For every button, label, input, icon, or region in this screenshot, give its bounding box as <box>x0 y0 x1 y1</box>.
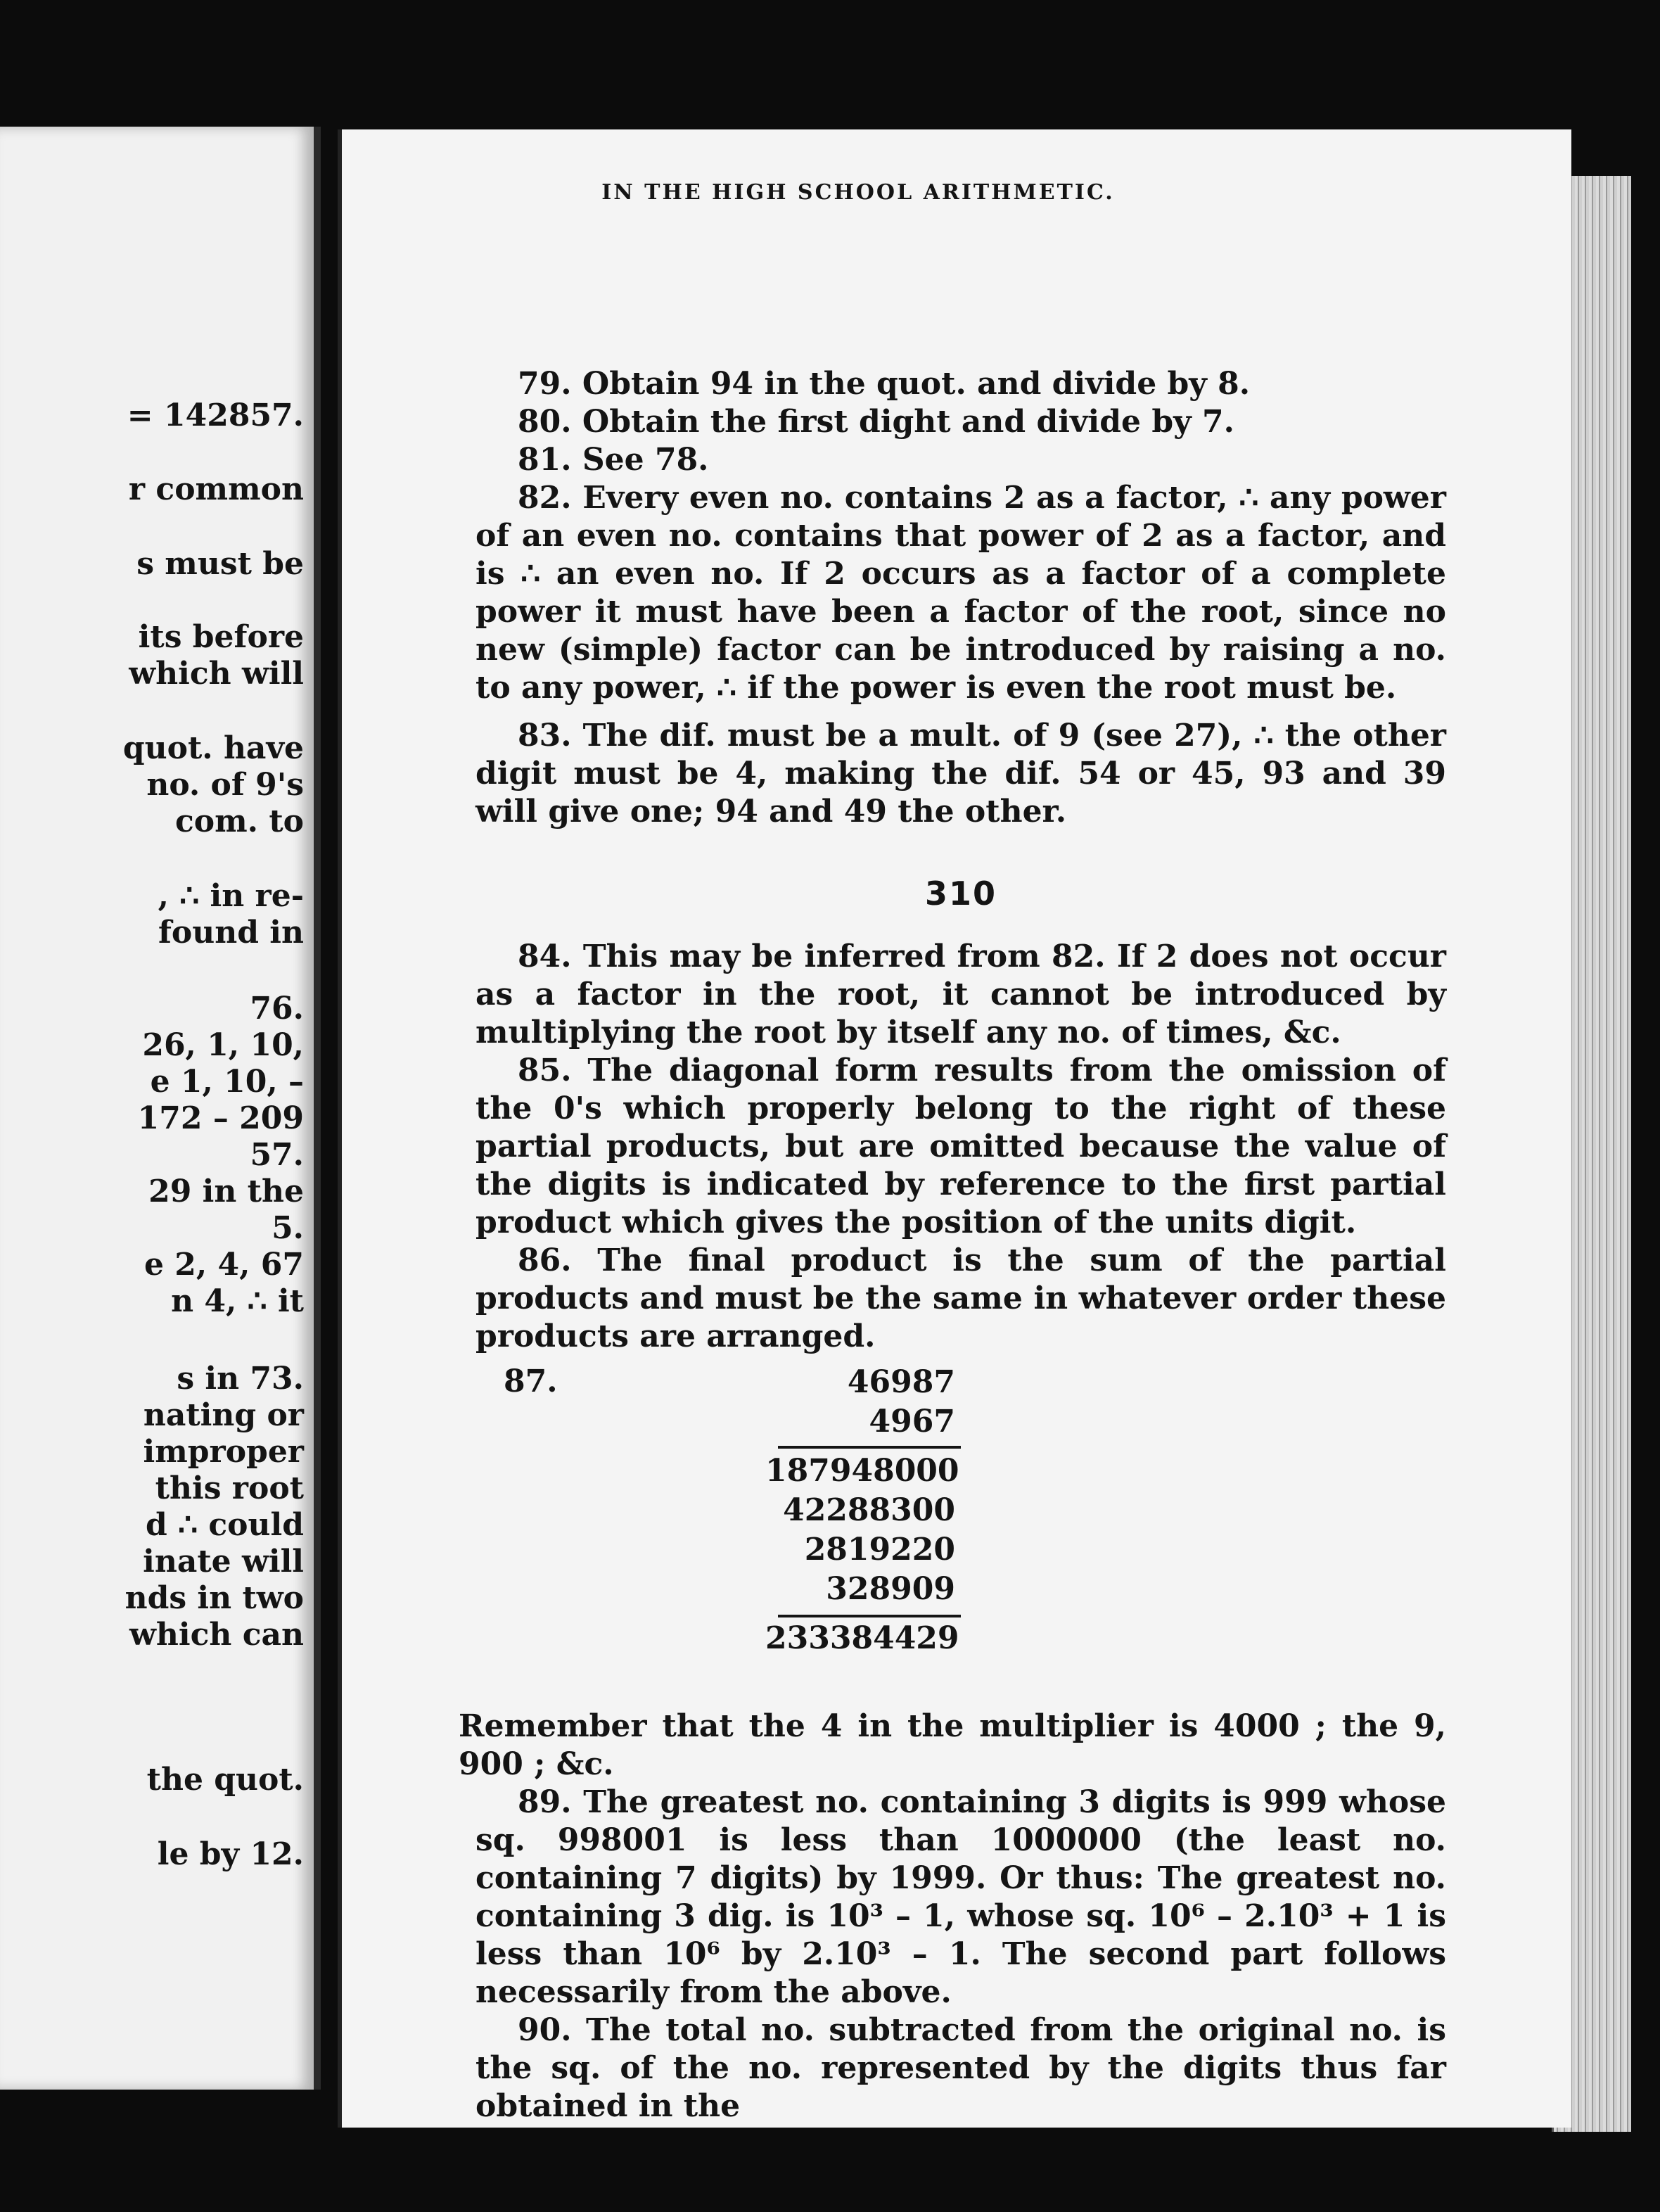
left-line: which can <box>129 1617 304 1653</box>
remember-note: Remember that the 4 in the multiplier is 4000 ; the 9, 900 ; &c. <box>459 1708 1446 1782</box>
left-line: e 1, 10, – <box>150 1064 304 1100</box>
section-number: 310 <box>924 875 997 913</box>
left-line: s must be <box>136 546 304 582</box>
rule-line <box>778 1446 961 1449</box>
left-line: 26, 1, 10, <box>142 1027 304 1063</box>
multiplication-figures <box>765 1363 959 1658</box>
left-page <box>0 127 321 2090</box>
left-line: nds in two <box>124 1580 304 1616</box>
left-line: the quot. <box>146 1762 304 1798</box>
running-head: IN THE HIGH SCHOOL ARITHMETIC. <box>601 180 1115 205</box>
item-87-label: 87. <box>504 1364 558 1399</box>
left-line: inate will <box>143 1544 304 1579</box>
left-line: 57. <box>250 1137 304 1173</box>
left-line: nating or <box>143 1397 304 1433</box>
item-82: 82. Every even no. contains 2 as a factor, ∴ any power of an even no. contains that power of 2 as a factor, and is ∴ an even no. If 2 occurs as a factor of a complete power it must have been a factor of the root, since no new (simple) factor can be introduced by raising a no. to any power, ∴ if the power is even the root must be. <box>475 480 1446 706</box>
left-line: no. of 9's <box>146 767 304 803</box>
item-81: 81. See 78. <box>518 442 709 478</box>
partial-product: 2819220 <box>804 1532 955 1568</box>
left-line: 172 – 209 <box>137 1100 304 1136</box>
left-line: its before <box>138 619 304 655</box>
left-line: 5. <box>272 1210 304 1246</box>
item-85: 85. The diagonal form results from the omission of the 0's which properly belong to the right of these partial products, but are omitted because the value of the digits is indicated by reference to the first partial product which gives the position of the units digit. <box>475 1053 1446 1240</box>
product-total: 233384429 <box>765 1620 959 1656</box>
left-line: e 2, 4, 67 <box>143 1247 304 1283</box>
left-line: which will <box>129 656 304 692</box>
left-line: s in 73. <box>177 1361 304 1397</box>
multiplier: 4967 <box>869 1404 955 1439</box>
left-line: = 142857. <box>127 398 304 433</box>
item-84: 84. This may be inferred from 82. If 2 does not occur as a factor in the root, it cannot be introduced by multiplying the root by itself any no. of times, &c. <box>475 939 1446 1050</box>
multiplicand: 46987 <box>847 1364 955 1400</box>
left-line: d ∴ could <box>145 1507 304 1543</box>
left-line: r common <box>128 471 304 507</box>
item-79: 79. Obtain 94 in the quot. and divide by 8. <box>518 366 1251 402</box>
item-89: 89. The greatest no. containing 3 digits is 999 whose sq. 998001 is less than 1000000 (the least no. containing 7 digits) by 1999. Or thus: The greatest no. containing 3 dig. is 10³ – 1, whose sq. 10⁶ – 2.10³ + 1 is less than 10⁶ by 2.10³ – 1. The second part follows necessarily from the above. <box>475 1784 1446 2010</box>
left-line: , ∴ in re- <box>158 878 304 914</box>
item-90: 90. The total no. subtracted from the original no. is the sq. of the no. represented by the digits thus far obtained in the <box>475 2012 1446 2124</box>
right-page <box>338 129 1571 2128</box>
item-86: 86. The final product is the sum of the partial products and must be the same in whatever order these products are arranged. <box>475 1242 1446 1354</box>
left-line: le by 12. <box>157 1836 304 1872</box>
item-80: 80. Obtain the first dight and divide by 7. <box>518 404 1234 440</box>
left-line: n 4, ∴ it <box>171 1283 304 1319</box>
left-line: 29 in the <box>148 1174 304 1209</box>
partial-product: 42288300 <box>783 1492 955 1528</box>
partial-product: 187948000 <box>765 1453 959 1489</box>
rule-line <box>778 1615 961 1617</box>
page-body <box>459 365 1446 2125</box>
left-line: com. to <box>174 803 304 839</box>
left-line: this root <box>155 1470 304 1506</box>
left-line: quot. have <box>122 730 304 766</box>
left-line: improper <box>143 1434 304 1470</box>
left-line: found in <box>158 915 304 951</box>
item-83: 83. The dif. must be a mult. of 9 (see 27), ∴ the other digit must be 4, making the dif. 54 or 45, 93 and 39 will give one; 94 and 49 the other. <box>475 718 1446 830</box>
partial-product: 328909 <box>826 1571 955 1607</box>
multiplication-example <box>475 1363 1446 1708</box>
left-line: 76. <box>250 991 304 1026</box>
